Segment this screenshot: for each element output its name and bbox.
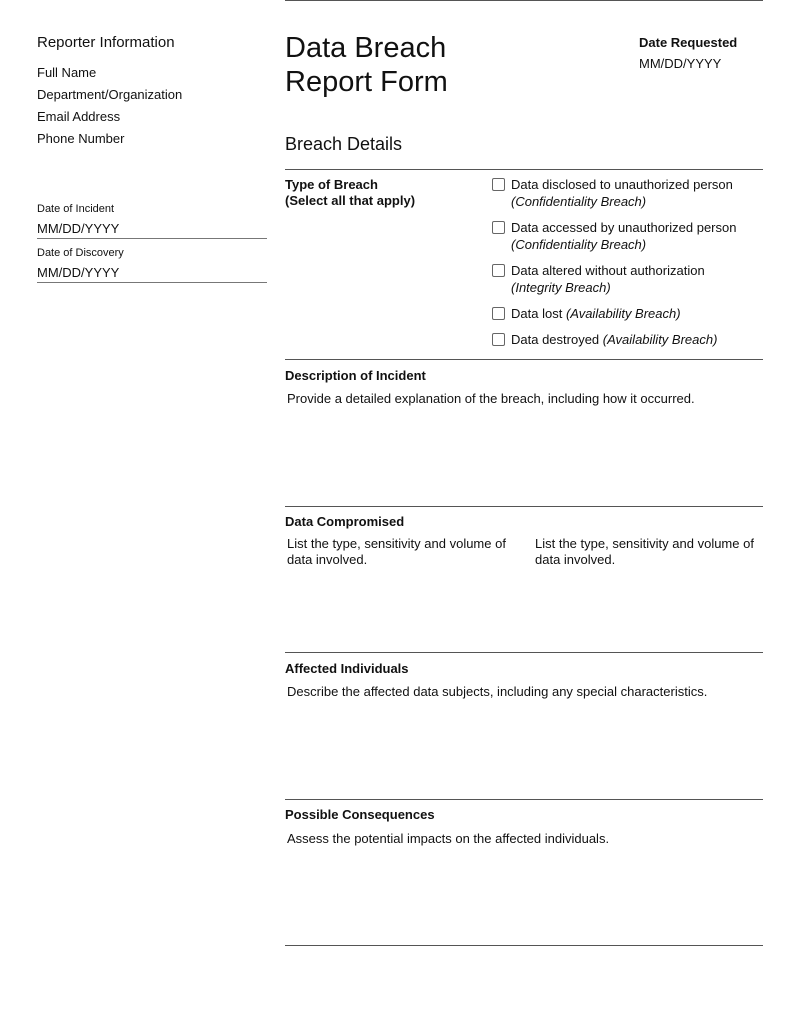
- divider: [285, 945, 763, 946]
- divider: [285, 359, 763, 360]
- underline: [37, 238, 267, 239]
- checkbox-disclosed[interactable]: [492, 176, 733, 210]
- description-label: Description of Incident: [285, 368, 426, 383]
- divider: [285, 652, 763, 653]
- option-note: (Confidentiality Breach): [511, 194, 647, 209]
- checkbox-icon[interactable]: [492, 307, 505, 320]
- checkbox-icon[interactable]: [492, 221, 505, 234]
- divider: [285, 169, 763, 170]
- checkbox-icon[interactable]: [492, 178, 505, 191]
- option-text: Data altered without authorization: [511, 263, 705, 278]
- description-input[interactable]: Provide a detailed explanation of the breach, including how it occurred.: [287, 391, 695, 406]
- option-text: Data disclosed to unauthorized person: [511, 177, 733, 192]
- option-note: (Integrity Breach): [511, 280, 611, 295]
- type-label: Type of Breach: [285, 177, 378, 192]
- incident-date-input[interactable]: MM/DD/YYYY: [37, 221, 120, 236]
- email-field[interactable]: Email Address: [37, 109, 121, 124]
- compromised-label: Data Compromised: [285, 514, 405, 529]
- title-line-2: Report Form: [285, 66, 448, 98]
- consequences-label: Possible Consequences: [285, 807, 435, 822]
- divider: [285, 0, 763, 1]
- date-requested-label: Date Requested: [639, 35, 738, 50]
- title-line-1: Data Breach: [285, 32, 447, 64]
- reporter-heading: Reporter Information: [37, 34, 175, 51]
- type-of-breach-label: [285, 177, 415, 209]
- affected-input[interactable]: Describe the affected data subjects, including any special characteristics.: [287, 684, 708, 699]
- full-name-field[interactable]: Full Name: [37, 65, 97, 80]
- phone-field[interactable]: Phone Number: [37, 131, 125, 146]
- option-text: Data accessed by unauthorized person: [511, 220, 737, 235]
- incident-date-label: Date of Incident: [37, 203, 115, 215]
- department-field[interactable]: Department/Organization: [37, 87, 183, 102]
- breach-details-heading: Breach Details: [285, 134, 403, 154]
- checkbox-icon[interactable]: [492, 333, 505, 346]
- option-note: (Availability Breach): [602, 332, 718, 347]
- checkbox-accessed[interactable]: [492, 219, 736, 253]
- discovery-date-label: Date of Discovery: [37, 247, 124, 259]
- page-title: [285, 31, 448, 99]
- checkbox-icon[interactable]: [492, 264, 505, 277]
- discovery-date-input[interactable]: MM/DD/YYYY: [37, 265, 120, 280]
- checkbox-destroyed[interactable]: [492, 331, 717, 348]
- date-requested-input[interactable]: MM/DD/YYYY: [639, 56, 722, 71]
- checkbox-lost[interactable]: [492, 305, 681, 322]
- checkbox-altered[interactable]: [492, 262, 705, 296]
- option-text: Data destroyed: [511, 332, 600, 347]
- option-text: Data lost: [511, 306, 563, 321]
- compromised-input-2[interactable]: List the type, sensitivity and volume of data involved.: [535, 536, 754, 567]
- type-sublabel: (Select all that apply): [285, 193, 416, 208]
- compromised-input-1[interactable]: List the type, sensitivity and volume of data involved.: [287, 536, 506, 567]
- divider: [285, 506, 763, 507]
- option-note: (Confidentiality Breach): [511, 237, 647, 252]
- divider: [285, 799, 763, 800]
- consequences-input[interactable]: Assess the potential impacts on the affected individuals.: [287, 831, 610, 846]
- option-note: (Availability Breach): [565, 306, 681, 321]
- affected-label: Affected Individuals: [285, 661, 409, 676]
- underline: [37, 282, 267, 283]
